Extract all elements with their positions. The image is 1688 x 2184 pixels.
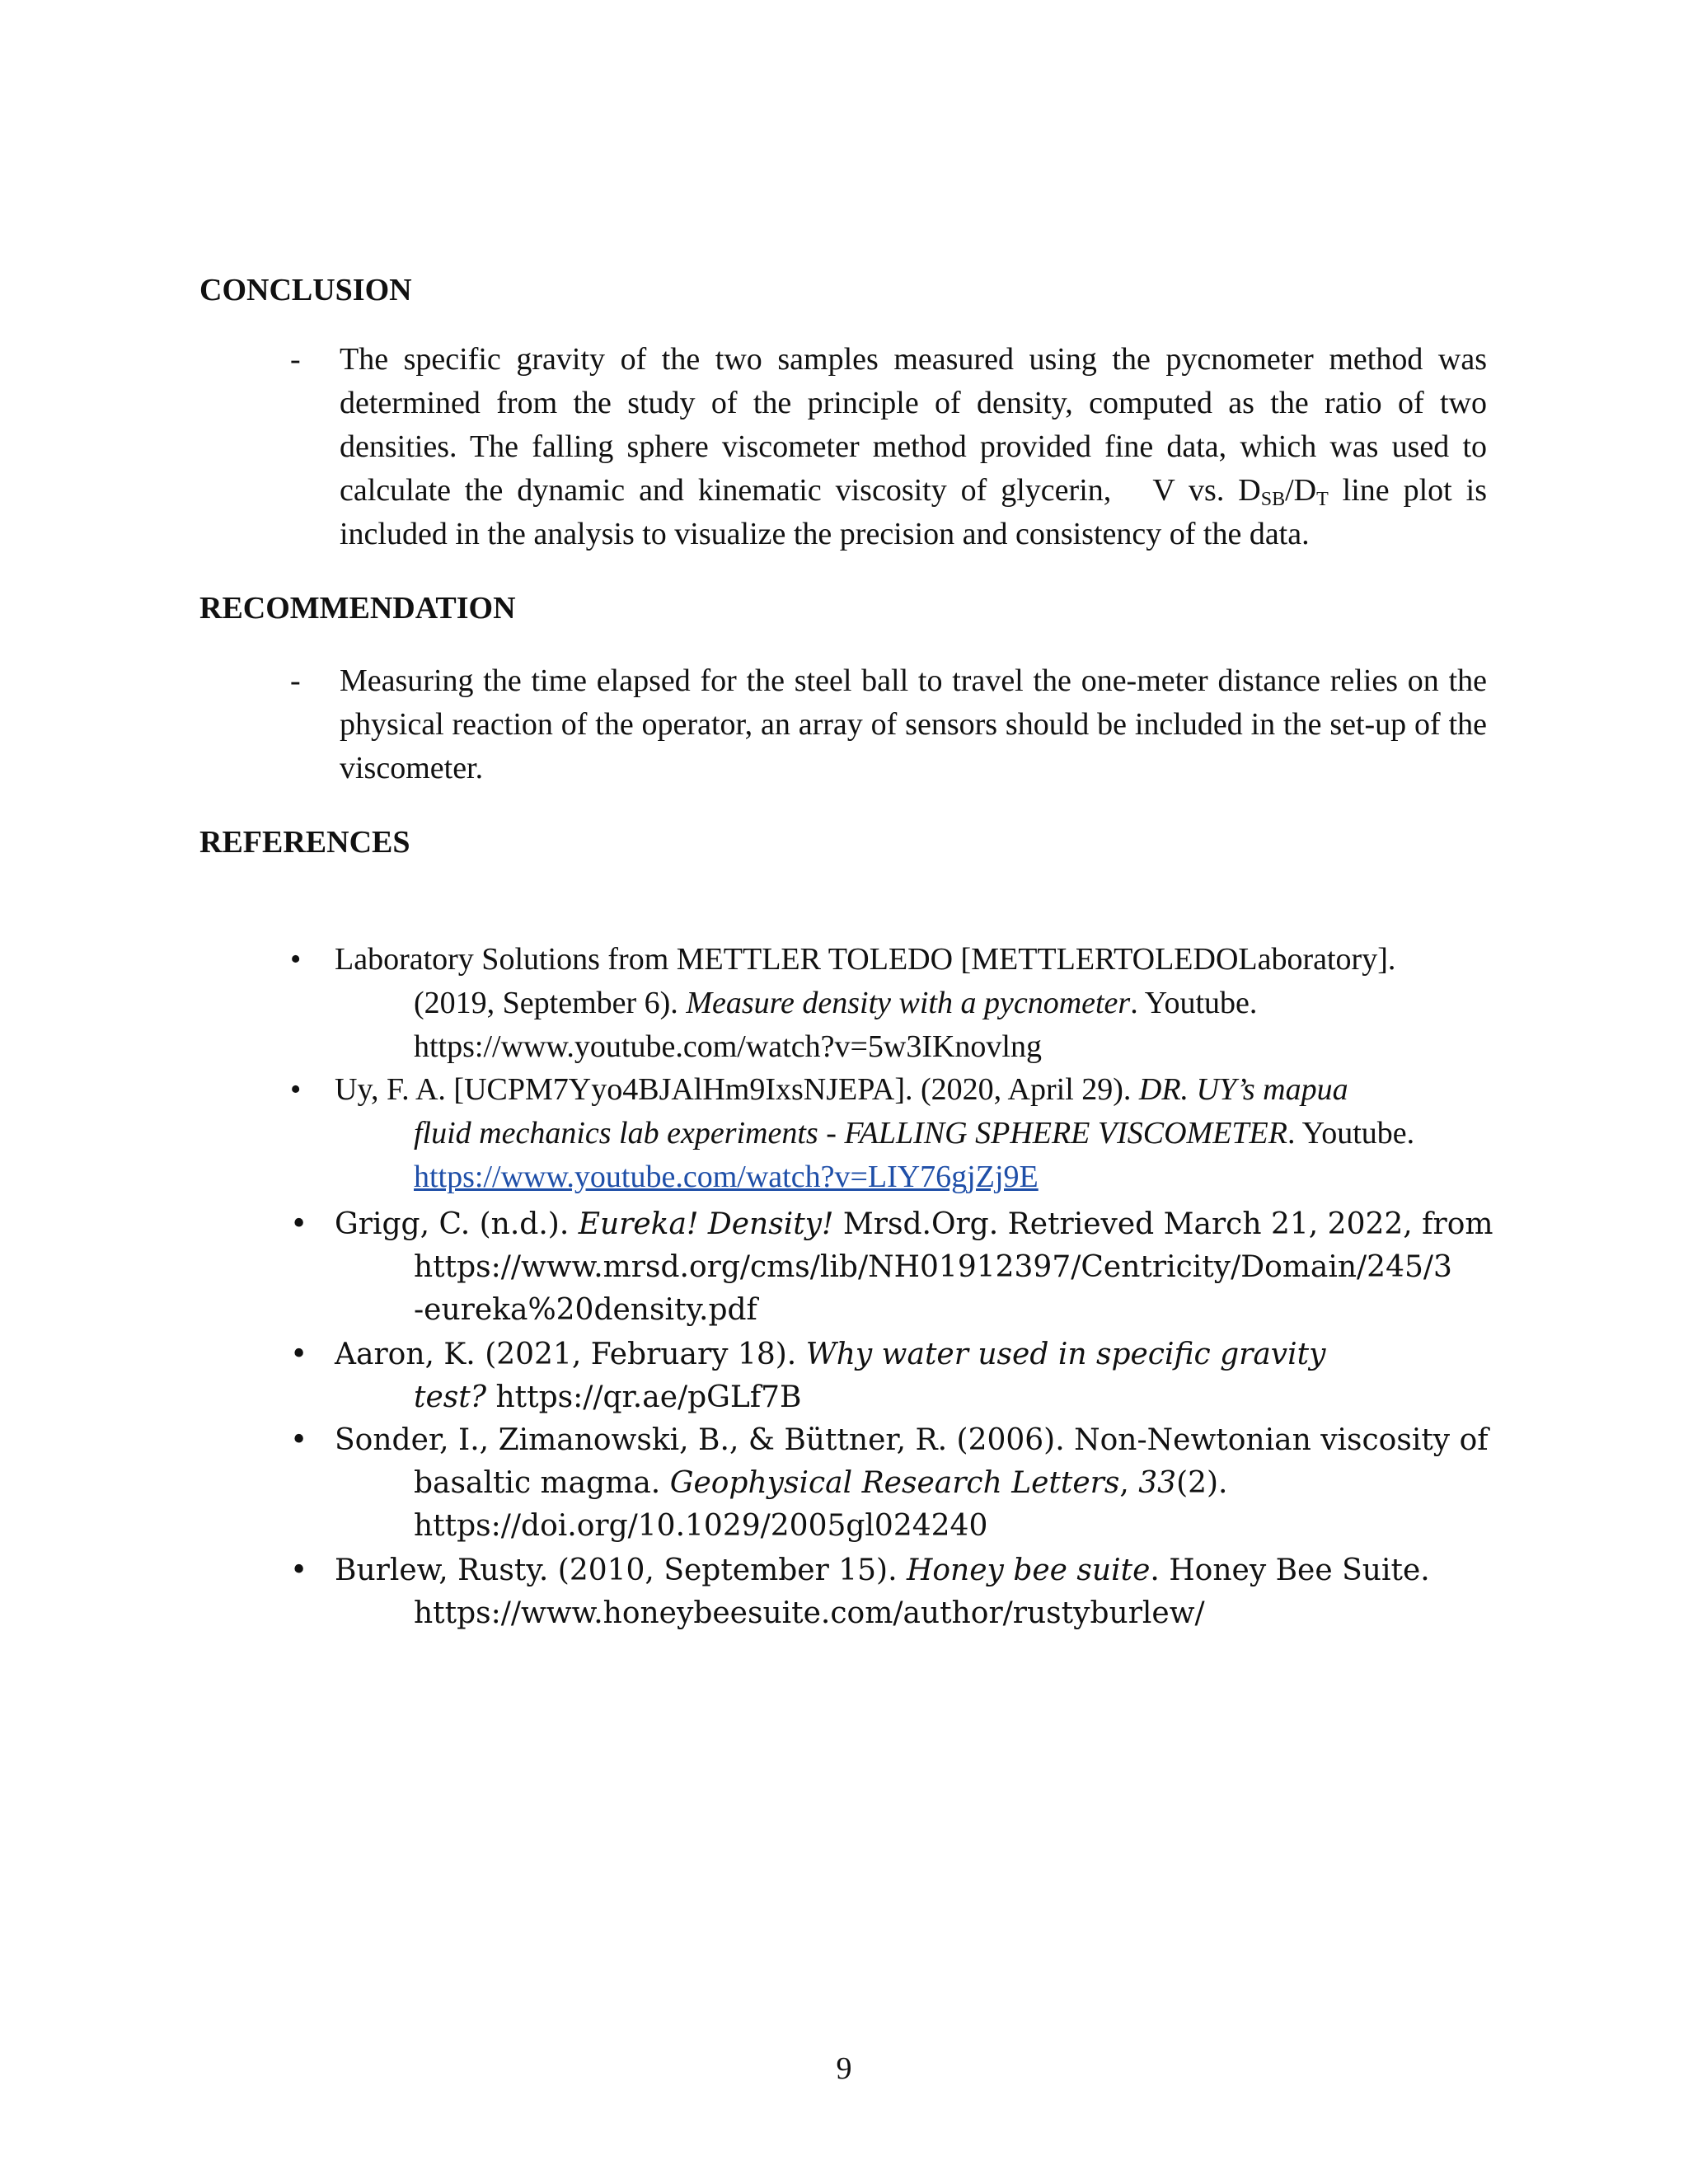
references-heading: REFERENCES bbox=[199, 825, 410, 860]
reference-url: https://www.youtube.com/watch?v=5w3IKnovlng bbox=[414, 1029, 1042, 1064]
reference-line: Uy, F. A. [UCPM7Yyo4BJAlHm9IxsNJEPA]. (2020, April 29). DR. UY’s mapua bbox=[335, 1072, 1348, 1107]
recommendation-text: Measuring the time elapsed for the steel ball to travel the one-meter distance relies on the physical reaction of the operator, an array of sensors should be included in the set-up of the viscometer. bbox=[340, 663, 1487, 785]
list-dash: - bbox=[290, 342, 301, 377]
reference-url: https://www.honeybeesuite.com/author/rustyburlew/ bbox=[414, 1596, 1205, 1630]
bullet: • bbox=[290, 942, 302, 977]
reference-link[interactable]: https://www.youtube.com/watch?v=LIY76gjZj9E bbox=[414, 1160, 1039, 1194]
bullet: • bbox=[290, 1072, 302, 1107]
reference-url: https://www.mrsd.org/cms/lib/NH01912397/Centricity/Domain/245/3 bbox=[414, 1250, 1452, 1284]
reference-line: test? https://qr.ae/pGLf7B bbox=[414, 1380, 802, 1414]
bullet: • bbox=[290, 1338, 308, 1371]
reference-url: https://doi.org/10.1029/2005gl024240 bbox=[414, 1509, 988, 1543]
reference-line: (2019, September 6). Measure density with a pycnometer. Youtube. bbox=[414, 986, 1258, 1020]
reference-url: -eureka%20density.pdf bbox=[414, 1293, 757, 1327]
reference-line: Sonder, I., Zimanowski, B., & Büttner, R. (2006). Non-Newtonian viscosity of bbox=[335, 1423, 1489, 1457]
reference-line: Aaron, K. (2021, February 18). Why water used in specific gravity bbox=[335, 1338, 1326, 1371]
conclusion-heading: CONCLUSION bbox=[199, 273, 412, 307]
recommendation-heading: RECOMMENDATION bbox=[199, 591, 516, 626]
list-dash: - bbox=[290, 663, 301, 698]
reference-line: basaltic magma. Geophysical Research Letters, 33(2). bbox=[414, 1466, 1228, 1500]
bullet: • bbox=[290, 1423, 308, 1457]
page-number: 9 bbox=[836, 2051, 852, 2086]
reference-line: Burlew, Rusty. (2010, September 15). Honey bee suite. Honey Bee Suite. bbox=[335, 1554, 1430, 1587]
reference-line: Laboratory Solutions from METTLER TOLEDO [METTLERTOLEDOLaboratory]. bbox=[335, 942, 1396, 977]
reference-line: fluid mechanics lab experiments - FALLING SPHERE VISCOMETER. Youtube. bbox=[414, 1116, 1415, 1151]
bullet: • bbox=[290, 1554, 308, 1587]
conclusion-text: The specific gravity of the two samples measured using the pycnometer method was determined from the study of the principle of density, computed as the ratio of two densities. The falling sphere viscometer method provided fine data, which was used to calculate the dynamic and kinematic viscosity of glycerin, V vs. $D_{SB}/D_T$ line plot is included in the analysis to visualize the precision and consistency of the data. bbox=[340, 342, 1487, 551]
reference-line: Grigg, C. (n.d.). Eureka! Density! Mrsd.Org. Retrieved March 21, 2022, from bbox=[335, 1207, 1493, 1241]
bullet: • bbox=[290, 1207, 308, 1241]
